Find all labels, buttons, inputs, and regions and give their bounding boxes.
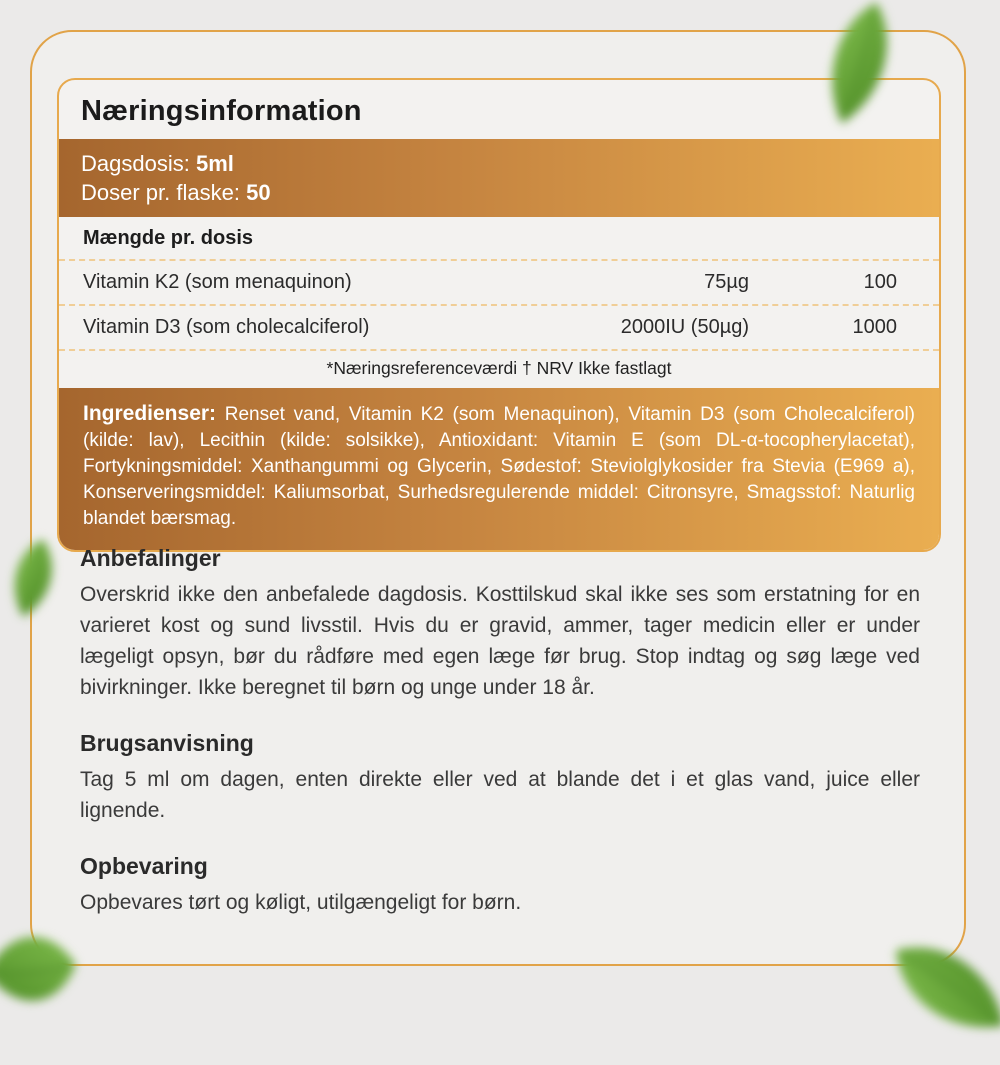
nutrient-amount: 75µg [704, 271, 749, 293]
nrv-footnote: *Næringsreferenceværdi † NRV Ikke fastlagt [59, 349, 939, 388]
directions-text: Tag 5 ml om dagen, enten direkte eller ved at blande det i et glas vand, juice eller lignende. [80, 768, 920, 822]
recommendations-text: Overskrid ikke den anbefalede dagdosis. Kosttilskud skal ikke ses som erstatning for en varieret kost og sund livsstil. Hvis du er gravid, ammer, tager medicin eller er under lægeligt opsyn, bør du rådføre med egen læge før brug. Stop indtag og søg læge ved bivirkninger. Ikke beregnet til børn og unge under 18 år. [80, 583, 920, 699]
table-row [59, 304, 939, 349]
ingredients-box [59, 388, 939, 550]
nutrient-name: Vitamin K2 (som menaquinon) [83, 271, 352, 293]
storage-heading: Opbevaring [80, 853, 208, 879]
doses-per-bottle-value: 50 [246, 179, 271, 205]
nutrition-title: Næringsinformation [81, 95, 362, 127]
nutrient-nrv: 1000 [852, 316, 897, 338]
directions-heading: Brugsanvisning [80, 730, 254, 756]
ingredients-label: Ingredienser: [83, 402, 217, 425]
daily-dose-line [81, 151, 939, 177]
amount-per-dose-header: Mængde pr. dosis [83, 227, 254, 249]
ingredients-text: Renset vand, Vitamin K2 (som Menaquinon), Vitamin D3 (som Cholecalciferol) (kilde: lav), Lecithin (kilde: solsikke), Antioxidant: Vitamin E (som DL-α-tocopherylacetat), Fortykningsmiddel: Xanthangummi og Glycerin, Sødestof: Steviolglykosider fra Stevia (E969 a), Konserveringsmiddel: Kaliumsorbat, Surhedsregulerende middel: Citronsyre, Smagsstof: Naturlig blandet bærsmag. [83, 404, 915, 529]
doses-per-bottle-line [81, 180, 939, 206]
table-row [59, 259, 939, 304]
nutrition-facts-card [57, 78, 941, 552]
nutrient-amount: 2000IU (50µg) [620, 316, 749, 338]
info-sections [80, 545, 920, 945]
daily-dose-label: Dagsdosis: [81, 150, 196, 176]
storage-text: Opbevares tørt og køligt, utilgængeligt for børn. [80, 891, 522, 914]
dosage-banner [59, 139, 939, 217]
recommendations-heading: Anbefalinger [80, 545, 221, 571]
doses-per-bottle-label: Doser pr. flaske: [81, 179, 247, 205]
daily-dose-value: 5ml [195, 150, 234, 176]
nutrient-name: Vitamin D3 (som cholecalciferol) [83, 316, 370, 338]
nutrient-nrv: 100 [863, 271, 897, 293]
